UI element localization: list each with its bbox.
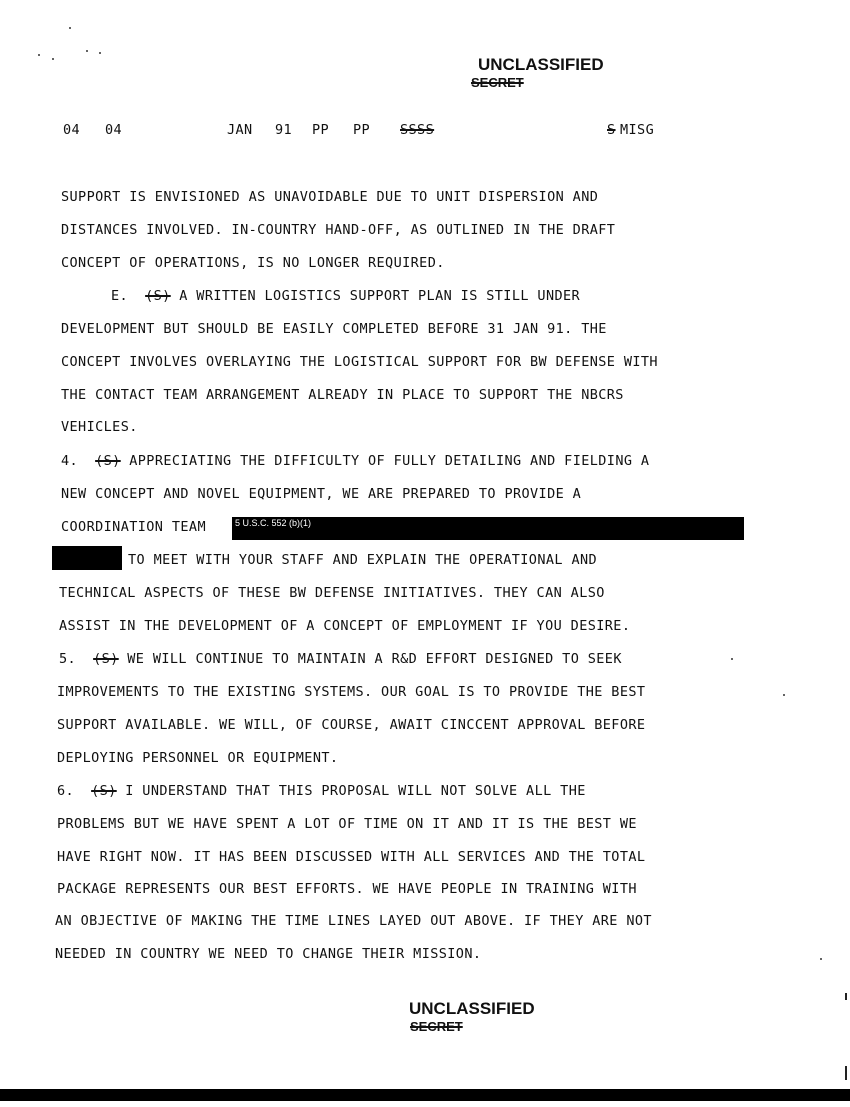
redaction-block	[52, 546, 122, 570]
redaction-bar	[232, 517, 744, 540]
body-line: DEVELOPMENT BUT SHOULD BE EASILY COMPLETED BEFORE 31 JAN 91. THE	[61, 321, 607, 337]
scan-speck	[820, 958, 822, 960]
paragraph-5-number: 5.	[59, 651, 77, 667]
body-line: DISTANCES INVOLVED. IN-COUNTRY HAND-OFF, AS OUTLINED IN THE DRAFT	[61, 222, 616, 238]
after-redaction-text: TO MEET WITH YOUR STAFF AND EXPLAIN THE OPERATIONAL AND	[128, 552, 598, 568]
scan-speck	[783, 694, 785, 696]
paragraph-6-text: I UNDERSTAND THAT THIS PROPOSAL WILL NOT SOLVE ALL THE	[125, 783, 586, 799]
top-classification: UNCLASSIFIED	[478, 55, 604, 74]
scan-speck	[731, 658, 733, 660]
paragraph-6-number: 6.	[57, 783, 75, 799]
body-line: PROBLEMS BUT WE HAVE SPENT A LOT OF TIME ON IT AND IT IS THE BEST WE	[57, 816, 637, 832]
paragraph-5-text: WE WILL CONTINUE TO MAINTAIN A R&D EFFORT DESIGNED TO SEEK	[127, 651, 622, 667]
top-old-marking: SECRET	[471, 75, 524, 90]
header-precedence-1: PP	[312, 122, 330, 138]
body-line: SUPPORT IS ENVISIONED AS UNAVOIDABLE DUE TO UNIT DISPERSION AND	[61, 189, 599, 205]
scan-mark	[845, 993, 847, 1000]
header-precedence-2: PP	[353, 122, 371, 138]
header-message-type: MISG	[620, 122, 655, 138]
paragraph-6-marking: (S)	[91, 783, 117, 799]
paragraph-e-marking: (S)	[145, 288, 171, 304]
body-line: IMPROVEMENTS TO THE EXISTING SYSTEMS. OUR GOAL IS TO PROVIDE THE BEST	[57, 684, 646, 700]
scan-bottom-edge	[0, 1089, 850, 1101]
paragraph-e-text: A WRITTEN LOGISTICS SUPPORT PLAN IS STILL UNDER	[179, 288, 581, 304]
paragraph-4-line	[61, 452, 649, 470]
body-line: CONCEPT INVOLVES OVERLAYING THE LOGISTICAL SUPPORT FOR BW DEFENSE WITH	[61, 354, 658, 370]
header-struck-code: SSSS	[400, 122, 435, 138]
paragraph-4-marking: (S)	[95, 453, 121, 469]
scan-speck	[52, 58, 54, 60]
coordination-team-text: COORDINATION TEAM	[61, 519, 206, 535]
paragraph-e-line	[111, 287, 580, 305]
bottom-classification: UNCLASSIFIED	[409, 999, 535, 1018]
body-line: TECHNICAL ASPECTS OF THESE BW DEFENSE INITIATIVES. THEY CAN ALSO	[59, 585, 605, 601]
paragraph-5-line	[59, 650, 622, 668]
scan-speck	[86, 50, 88, 52]
header-field-2: 04	[105, 122, 123, 138]
header-class-letter: S	[607, 122, 616, 138]
body-line: NEW CONCEPT AND NOVEL EQUIPMENT, WE ARE PREPARED TO PROVIDE A	[61, 486, 582, 502]
body-line: PACKAGE REPRESENTS OUR BEST EFFORTS. WE HAVE PEOPLE IN TRAINING WITH	[57, 881, 637, 897]
paragraph-e-number: E.	[111, 288, 129, 304]
body-line: AN OBJECTIVE OF MAKING THE TIME LINES LAYED OUT ABOVE. IF THEY ARE NOT	[55, 913, 652, 929]
body-line: CONCEPT OF OPERATIONS, IS NO LONGER REQUIRED.	[61, 255, 445, 271]
paragraph-4-number: 4.	[61, 453, 79, 469]
header-year: 91	[275, 122, 293, 138]
body-line: SUPPORT AVAILABLE. WE WILL, OF COURSE, AWAIT CINCCENT APPROVAL BEFORE	[57, 717, 646, 733]
scan-mark	[845, 1066, 847, 1080]
scan-speck	[69, 27, 71, 29]
paragraph-4-text: APPRECIATING THE DIFFICULTY OF FULLY DETAILING AND FIELDING A	[129, 453, 650, 469]
redaction-code: 5 U.S.C. 552 (b)(1)	[235, 518, 312, 528]
paragraph-5-marking: (S)	[93, 651, 119, 667]
body-line: ASSIST IN THE DEVELOPMENT OF A CONCEPT OF EMPLOYMENT IF YOU DESIRE.	[59, 618, 631, 634]
body-line: HAVE RIGHT NOW. IT HAS BEEN DISCUSSED WITH ALL SERVICES AND THE TOTAL	[57, 849, 646, 865]
scan-speck	[99, 52, 101, 54]
bottom-old-marking: SECRET	[410, 1019, 463, 1034]
paragraph-6-line	[57, 782, 586, 800]
header-field-1: 04	[63, 122, 81, 138]
body-line: NEEDED IN COUNTRY WE NEED TO CHANGE THEIR MISSION.	[55, 946, 482, 962]
body-line: DEPLOYING PERSONNEL OR EQUIPMENT.	[57, 750, 339, 766]
scan-speck	[38, 54, 40, 56]
body-line: VEHICLES.	[61, 419, 138, 435]
body-line: THE CONTACT TEAM ARRANGEMENT ALREADY IN PLACE TO SUPPORT THE NBCRS	[61, 387, 624, 403]
header-month: JAN	[227, 122, 253, 138]
